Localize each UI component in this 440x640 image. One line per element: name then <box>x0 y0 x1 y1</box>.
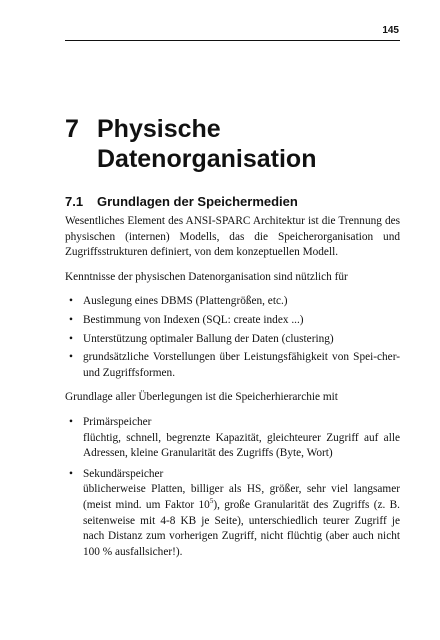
list-item-text: flüchtig, schnell, begrenzte Kapazität, gleichteurer Zugriff auf alle Adressen, kleine Granularität des Zugriffs (Byte, Wort) <box>83 431 400 460</box>
chapter-title-line1: Physische <box>97 115 221 143</box>
list-item <box>65 467 400 561</box>
paragraph: Kenntnisse der physischen Datenorganisation sind nützlich für <box>65 270 348 283</box>
list-item-text: grundsätzliche Vorstellungen über Leistungsfähigkeit von Spei-cher- und Zugriffsformen. <box>83 351 400 379</box>
chapter-number: 7 <box>65 115 79 143</box>
list-item <box>65 350 400 381</box>
list-item-term: Primärspeicher <box>83 415 152 428</box>
chapter-title-line2: Datenorganisation <box>97 145 317 173</box>
section-number: 7.1 <box>65 194 84 209</box>
page-number: 145 <box>382 25 399 36</box>
list-item-text: ), große Granularität des Zugriffs (z. B. seitenweise mit 4-8 KB je Seite), unterschiedlich teurer Zugriff je nach Distanz zum vorherigen Zugriff, nicht flüchtig (aber auch nicht 100 % ausfallsicher!). <box>83 498 400 558</box>
bullet-list <box>65 415 400 560</box>
list-item-text: Auslegung eines DBMS (Plattengrößen, etc.) <box>83 295 288 308</box>
body-text <box>65 214 400 569</box>
list-item-term: Sekundärspeicher <box>83 467 164 480</box>
bullet-icon: • <box>69 415 73 428</box>
bullet-icon: • <box>69 351 73 364</box>
list-item <box>65 332 400 348</box>
superscript: 5 <box>209 497 214 506</box>
list-item-text: Unterstützung optimaler Ballung der Daten (clustering) <box>83 332 334 345</box>
list-item <box>65 313 400 329</box>
section-title <box>65 194 298 210</box>
paragraph: Grundlage aller Überlegungen ist die Speicherhierarchie mit <box>65 391 338 404</box>
list-item <box>65 294 400 310</box>
bullet-icon: • <box>69 467 73 480</box>
paragraph: Wesentliches Element des ANSI-SPARC Architektur ist die Trennung des physischen (internen) Modells, das die Speicherorganisation und Zugriffsstrukturen definiert, von dem konzeptuellen Modell. <box>65 215 400 259</box>
list-item-text: üblicherweise Platten, billiger als HS, größer, sehr viel langsamer (meist mind. um Faktor 10 <box>83 483 400 511</box>
list-item <box>65 415 400 462</box>
bullet-icon: • <box>69 332 73 345</box>
section-title-text: Grundlagen der Speichermedien <box>97 194 298 209</box>
header-rule <box>65 40 400 41</box>
chapter-title <box>65 114 316 174</box>
bullet-icon: • <box>69 295 73 308</box>
bullet-list <box>65 294 400 381</box>
bullet-icon: • <box>69 313 73 326</box>
list-item-text: Bestimmung von Indexen (SQL: create index ...) <box>83 313 304 326</box>
